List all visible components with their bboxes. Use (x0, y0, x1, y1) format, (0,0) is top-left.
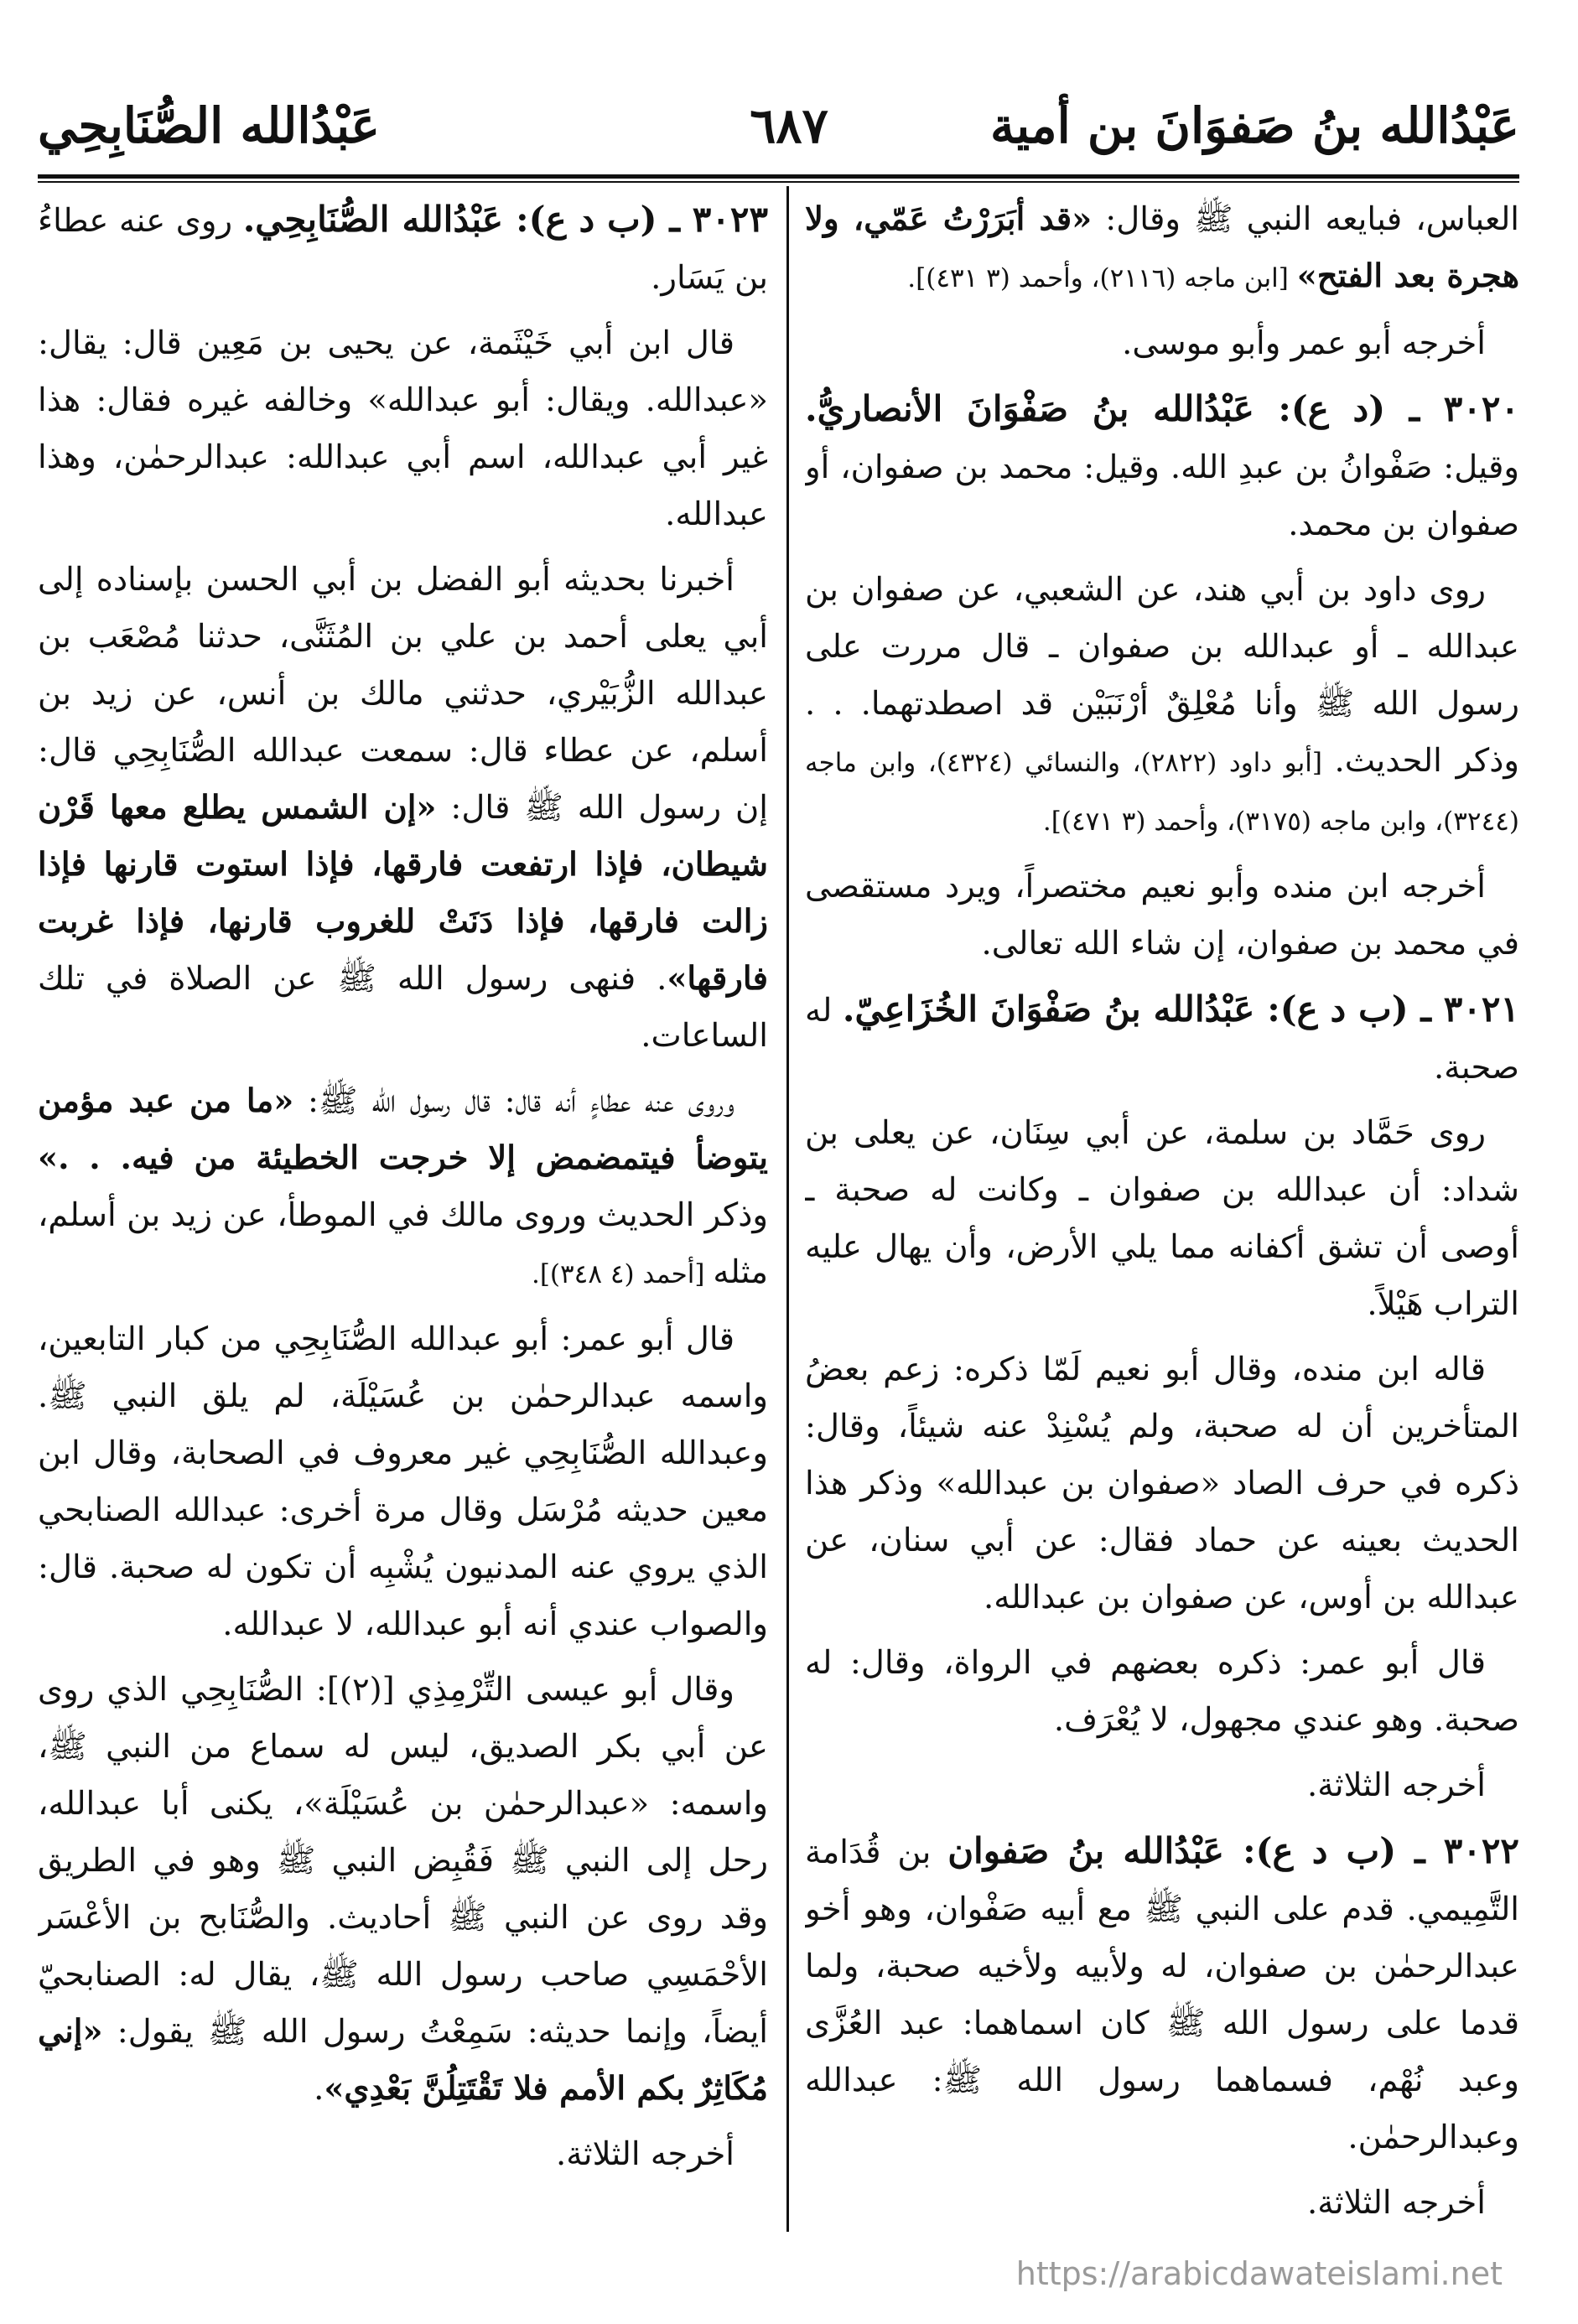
entry-3022: ٣٠٢٢ ـ (ب د ع): عَبْدُالله بنُ صَفوان بن قُدَامة التَّمِيمي. قدم على النبي ﷺ مع أبيه صَفْوان، وهو أخو عبدالرحمٰن بن صفوان، له ولأبيه ولأخيه صحبة، ولما قدما على رسول الله ﷺ كان اسماهما: عبد العُزَّى وعبد نُهْم، فسماهما رسول الله ﷺ: عبدالله وعبدالرحمٰن. (805, 1830, 1519, 2156)
paragraph: وروى عنه عطاءٍ أنه قال: قال رسول الله ﷺ: «ما من عبد مؤمن يتوضأ فيتمضمض إلا خرجت الخطيئة من فيه. . .» وذكر الحديث وروى مالك في الموطأ، عن زيد بن أسلم، مثله [أحمد (٤ ٣٤٨)]. (38, 1082, 768, 1291)
paragraph: أخرجه ابن منده وأبو نعيم مختصراً، ويرد مستقصى في محمد بن صفوان، إن شاء الله تعالى. (805, 868, 1519, 962)
paragraph: قال ابن أبي خَيْثَمة، عن يحيى بن مَعِين قال: يقال: «عبدالله. ويقال: أبو عبدالله» وخالفه غيره فقال: هذا غير أبي عبدالله، اسم أبي عبدالله: عبدالرحمٰن، وهذا عبدالله. (38, 324, 768, 533)
reference: [أحمد (٤ ٣٤٨)]. (531, 1259, 714, 1289)
paragraph: وقال أبو عيسى التِّرْمِذِي [(٢)]: الصُّنَابِحِي الذي روى عن أبي بكر الصديق، ليس له سماع من النبي ﷺ، واسمه: «عبدالرحمٰن بن عُسَيْلَة»، يكنى أبا عبدالله، رحل إلى النبي ﷺ فَقُبِض النبي ﷺ وهو في الطريق وقد روى عن النبي ﷺ أحاديث. والصُّنَابح بن الأعْسَر الأحْمَسِي صاحب رسول الله ﷺ، يقال له: الصنابحيّ أيضاً، وإنما حديثه: سَمِعْتُ رسول الله ﷺ يقول: «إني مُكَاثِرٌ بكم الأمم فلا تَقْتَتِلُنَّ بَعْدِي». (38, 1671, 768, 2108)
hadith-quote: «قد أبَرَرْتُ عَمّي، ولا هجرة بعد الفتح» (805, 200, 1519, 295)
paragraph: قال أبو عمر: أبو عبدالله الصُّنَابِحِي من كبار التابعين، واسمه عبدالرحمٰن بن عُسَيْلَة، لم يلق النبي ﷺ. وعبدالله الصُّنَابِحِي غير معروف في الصحابة، وقال ابن معين حديثه مُرْسَل وقال مرة أخرى: عبدالله الصنابحي الذي يروي عنه المدنيون يُشْبِه أن تكون له صحبة. قال: والصواب عندي أنه أبو عبدالله، لا عبدالله. (38, 1320, 768, 1643)
entry-heading: ٣٠٢٢ ـ (ب د ع): عَبْدُالله بنُ صَفوان (947, 1830, 1519, 1871)
running-title-left: عَبْدُالله الصُّنَابِحِي (38, 97, 381, 154)
reference: [ابن ماجه (٢١١٦)، وأحمد (٣ ٤٣١)]. (907, 263, 1297, 293)
reference: [أبو داود (٢٨٢٢)، والنسائي (٤٣٢٤)، وابن ماجه (٣٢٤٤)، وابن ماجه (٣١٧٥)، وأحمد (٣ ٤٧١)]. (805, 748, 1519, 837)
paragraph: العباس، فبايعه النبي ﷺ وقال: «قد أبَرَرْتُ عَمّي، ولا هجرة بعد الفتح» [ابن ماجه (٢١١٦)، وأحمد (٣ ٤٣١)]. (805, 200, 1519, 295)
entry-3021: ٣٠٢١ ـ (ب د ع): عَبْدُالله بنُ صَفْوَانَ الخُزَاعِيّ. له صحبة. (805, 988, 1519, 1087)
page-number: ٦٨٧ (750, 97, 828, 154)
watermark-url: https://arabicdawateislami.net (1015, 2255, 1503, 2292)
header-rule-thick (38, 174, 1519, 179)
column-divider (786, 186, 789, 2232)
paragraph: أخرجه الثلاثة. (1306, 1766, 1486, 1804)
paragraph: أخرجه أبو عمر وأبو موسى. (1122, 324, 1486, 362)
left-column (38, 191, 768, 2245)
right-column (805, 191, 1519, 2245)
entry-heading: ٣٠٢١ ـ (ب د ع): عَبْدُالله بنُ صَفْوَانَ الخُزَاعِيّ. (842, 988, 1519, 1030)
paragraph: روى حَمَّاد بن سلمة، عن أبي سِنَان، عن يعلى بن شداد: أن عبدالله بن صفوان ـ وكانت له صحبة ـ أوصى أن تشق أكفانه مما يلي الأرض، وأن يهال عليه التراب هَيْلاً. (805, 1114, 1519, 1323)
entry-heading: ٣٠٢٠ ـ (د ع): عَبْدُالله بنُ صَفْوَانَ الأنصاريُّ. (805, 388, 1519, 429)
running-title-right: عَبْدُالله بنُ صَفوَانَ بن أمية (989, 97, 1519, 154)
paragraph: قال أبو عمر: ذكره بعضهم في الرواة، وقال: له صحبة. وهو عندي مجهول، لا يُعْرَف. (805, 1644, 1519, 1739)
paragraph: قاله ابن منده، وقال أبو نعيم لَمّا ذكره: زعم بعضُ المتأخرين أن له صحبة، ولم يُسْنِدْ عنه شيئاً، وقال: ذكره في حرف الصاد «صفوان بن عبدالله» وذكر هذا الحديث بعينه عن حماد فقال: عن أبي سنان، عن عبدالله بن أوس، عن صفوان بن عبدالله. (805, 1351, 1519, 1616)
header-rule-thin (38, 181, 1519, 183)
paragraph: أخبرنا بحديثه أبو الفضل بن أبي الحسن بإسناده إلى أبي يعلى أحمد بن علي بن المُثَنَّى، حدثنا مُصْعَب بن عبدالله الزُّبَيْري، حدثني مالك بن أنس، عن زيد بن أسلم، عن عطاء قال: سمعت عبدالله الصُّنَابِحِي قال: إن رسول الله ﷺ قال: «إن الشمس يطلع معها قَرْن شيطان، فإذا ارتفعت فارقها، فإذا استوت قارنها فإذا زالت فارقها، فإذا دَنَتْ للغروب قارنها، فإذا غربت فارقها». فنهى رسول الله ﷺ عن الصلاة في تلك الساعات. (38, 561, 768, 1055)
hadith-quote: «إني مُكَاثِرٌ بكم الأمم فلا تَقْتَتِلُنَّ بَعْدِي» (38, 2013, 768, 2108)
entry-3023: ٣٠٢٣ ـ (ب د ع): عَبْدُالله الصُّنَابِحِي. روى عنه عطاءُ بن يَسَار. (38, 199, 768, 297)
entry-heading: ٣٠٢٣ ـ (ب د ع): عَبْدُالله الصُّنَابِحِي. (242, 199, 768, 240)
paragraph: روى داود بن أبي هند، عن الشعبي، عن صفوان بن عبدالله ـ أو عبدالله بن صفوان ـ قال مررت على رسول الله ﷺ وأنا مُعْلِقٌ أرْنَبَيْن قد اصطدتهما. . . وذكر الحديث. [أبو داود (٢٨٢٢)، والنسائي (٤٣٢٤)، وابن ماجه (٣٢٤٤)، وابن ماجه (٣١٧٥)، وأحمد (٣ ٤٧١)]. (805, 571, 1519, 837)
hadith-quote: «ما من عبد مؤمن يتوضأ فيتمضمض إلا خرجت الخطيئة من فيه. . .» (38, 1082, 768, 1177)
entry-3020: ٣٠٢٠ ـ (د ع): عَبْدُالله بنُ صَفْوَانَ الأنصاريُّ. وقيل: صَفْوانُ بن عبدِ الله. وقيل: محمد بن صفوان، أو صفوان بن محمد. (805, 388, 1519, 543)
paragraph: أخرجه الثلاثة. (1306, 2184, 1486, 2222)
hadith-quote: «إن الشمس يطلع معها قَرْن شيطان، فإذا ارتفعت فارقها، فإذا استوت قارنها فإذا زالت فارقها، فإذا دَنَتْ للغروب قارنها، فإذا غربت فارقها» (38, 789, 768, 998)
paragraph: أخرجه الثلاثة. (555, 2135, 734, 2173)
